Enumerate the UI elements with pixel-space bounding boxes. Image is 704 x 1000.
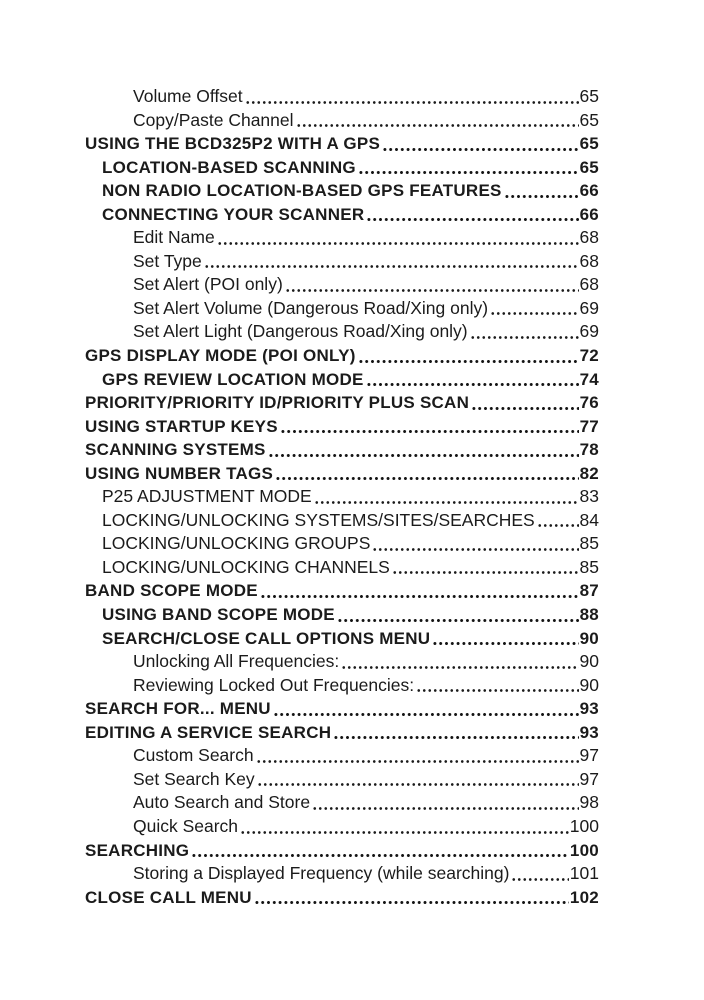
- toc-entry-page: 65: [579, 157, 599, 177]
- toc-entry: [85, 791, 599, 815]
- toc-entry: [85, 297, 599, 321]
- toc-entry: [85, 273, 599, 297]
- toc-entry-title: Set Search Key: [133, 768, 255, 789]
- toc-entry-title: Volume Offset: [133, 86, 243, 106]
- dot-leader: [358, 359, 579, 364]
- toc-entry: [85, 250, 599, 274]
- dot-leader: [204, 264, 579, 269]
- dot-leader: [432, 641, 578, 646]
- toc-entry: [85, 579, 599, 603]
- dot-leader: [392, 570, 579, 575]
- dot-leader: [257, 782, 579, 787]
- toc-entry: [85, 532, 599, 556]
- toc-entry-title: LOCKING/UNLOCKING CHANNELS: [102, 556, 390, 577]
- toc-entry-page: 68: [579, 250, 599, 271]
- toc-entry: [85, 650, 599, 674]
- toc-entry-title: GPS DISPLAY MODE (POI ONLY): [85, 346, 356, 366]
- dot-leader: [504, 194, 579, 199]
- toc-entry: [85, 226, 599, 250]
- dot-leader: [285, 288, 579, 293]
- dot-leader: [314, 500, 579, 505]
- toc-entry: [85, 368, 599, 392]
- toc-entry: [85, 156, 599, 180]
- toc-entry-page: 68: [579, 227, 599, 248]
- toc-entry-title: Set Alert (POI only): [133, 274, 283, 295]
- toc-entry: [85, 344, 599, 368]
- toc-entry: [85, 509, 599, 533]
- toc-entry-title: Set Alert Volume (Dangerous Road/Xing only): [133, 297, 489, 318]
- toc-entry: [85, 674, 599, 698]
- dot-leader: [358, 170, 579, 175]
- toc-entry: [85, 462, 599, 486]
- toc-entry-page: 82: [579, 463, 599, 483]
- toc-entry-title: LOCATION-BASED SCANNING: [102, 157, 356, 177]
- toc-entry-title: CLOSE CALL MENU: [85, 887, 252, 907]
- dot-leader: [260, 594, 579, 599]
- toc-entry-page: 90: [579, 628, 599, 648]
- dot-leader: [490, 311, 578, 316]
- toc-entry-title: EDITING A SERVICE SEARCH: [85, 722, 332, 742]
- toc-entry-page: 98: [579, 792, 599, 813]
- toc-entry-page: 97: [579, 745, 599, 766]
- toc-entry-title: Set Type: [133, 250, 202, 271]
- toc-entry-page: 90: [579, 674, 599, 695]
- toc-entry-page: 101: [569, 863, 599, 884]
- toc-entry: [85, 438, 599, 462]
- toc-entry-title: SCANNING SYSTEMS: [85, 440, 266, 460]
- dot-leader: [268, 453, 579, 458]
- toc-entry-title: Unlocking All Frequencies:: [133, 651, 340, 672]
- toc-entry-page: 85: [579, 556, 599, 577]
- toc-entry-title: USING STARTUP KEYS: [85, 416, 278, 436]
- dot-leader: [296, 123, 579, 128]
- toc-entry: [85, 203, 599, 227]
- toc-entry-page: 66: [579, 181, 599, 201]
- toc-entry-page: 90: [579, 651, 599, 672]
- dot-leader: [366, 217, 578, 222]
- toc-entry-page: 87: [579, 581, 599, 601]
- toc-entry-page: 102: [569, 887, 599, 907]
- toc-entry-page: 74: [579, 369, 599, 389]
- dot-leader: [273, 712, 579, 717]
- dot-leader: [366, 382, 579, 387]
- toc-entry: [85, 556, 599, 580]
- dot-leader: [312, 806, 578, 811]
- toc-entry: [85, 485, 599, 509]
- toc-entry-title: PRIORITY/PRIORITY ID/PRIORITY PLUS SCAN: [85, 393, 470, 413]
- toc-entry: [85, 839, 599, 863]
- toc-entry-page: 78: [579, 440, 599, 460]
- toc-entry: [85, 320, 599, 344]
- toc-entry-title: LOCKING/UNLOCKING SYSTEMS/SITES/SEARCHES: [102, 509, 535, 530]
- dot-leader: [240, 830, 569, 835]
- toc-entry-title: Copy/Paste Channel: [133, 109, 294, 130]
- toc-entry-page: 76: [579, 393, 599, 413]
- toc-entry-title: LOCKING/UNLOCKING GROUPS: [102, 533, 371, 554]
- dot-leader: [217, 241, 579, 246]
- toc-entry-title: USING BAND SCOPE MODE: [102, 605, 335, 625]
- toc-entry-page: 65: [579, 109, 599, 130]
- toc-entry-title: SEARCH FOR... MENU: [85, 699, 271, 719]
- dot-leader: [470, 335, 579, 340]
- toc-entry: [85, 768, 599, 792]
- toc-entry-page: 93: [579, 699, 599, 719]
- toc-entry-title: Storing a Displayed Frequency (while searching): [133, 863, 510, 884]
- toc-entry-title: CONNECTING YOUR SCANNER: [102, 204, 365, 224]
- dot-leader: [341, 665, 578, 670]
- toc-entry: [85, 862, 599, 886]
- toc-entry: [85, 697, 599, 721]
- toc-entry-title: NON RADIO LOCATION-BASED GPS FEATURES: [102, 181, 502, 201]
- toc-entry-title: Reviewing Locked Out Frequencies:: [133, 674, 415, 695]
- toc-entry-title: SEARCH/CLOSE CALL OPTIONS MENU: [102, 628, 431, 648]
- toc-entry-page: 100: [569, 815, 599, 836]
- toc-entry-page: 65: [579, 86, 599, 106]
- toc-entry-title: USING THE BCD325P2 WITH A GPS: [85, 134, 381, 154]
- toc-entry-page: 77: [579, 416, 599, 436]
- toc-entry-page: 83: [579, 486, 599, 507]
- dot-leader: [337, 618, 579, 623]
- dot-leader: [275, 476, 578, 481]
- toc-entry: [85, 391, 599, 415]
- dot-leader: [511, 877, 568, 882]
- toc-entry-title: Quick Search: [133, 815, 239, 836]
- dot-leader: [245, 100, 579, 105]
- dot-leader: [191, 853, 569, 858]
- toc-entry: [85, 886, 599, 910]
- toc-entry: [85, 815, 599, 839]
- toc-entry-page: 68: [579, 274, 599, 295]
- toc-entry-page: 97: [579, 768, 599, 789]
- toc-entry-title: P25 ADJUSTMENT MODE: [102, 486, 312, 507]
- toc-entry: [85, 603, 599, 627]
- toc-entry: [85, 415, 599, 439]
- toc-entry-title: Set Alert Light (Dangerous Road/Xing only): [133, 321, 468, 342]
- toc-entry: [85, 85, 599, 109]
- toc-entry: [85, 627, 599, 651]
- toc-entry-title: Auto Search and Store: [133, 792, 311, 813]
- dot-leader: [537, 523, 579, 528]
- dot-leader: [333, 735, 578, 740]
- toc-entry-page: 100: [569, 840, 599, 860]
- dot-leader: [416, 688, 578, 693]
- dot-leader: [254, 900, 569, 905]
- toc-entry-page: 69: [579, 297, 599, 318]
- dot-leader: [372, 547, 578, 552]
- toc-entry: [85, 132, 599, 156]
- toc-entry-title: Custom Search: [133, 745, 254, 766]
- toc-entry: [85, 744, 599, 768]
- toc-entry-page: 93: [579, 722, 599, 742]
- toc-entry-page: 72: [579, 346, 599, 366]
- dot-leader: [256, 759, 579, 764]
- dot-leader: [280, 429, 579, 434]
- toc-entry-title: SEARCHING: [85, 840, 190, 860]
- toc-entry-page: 88: [579, 605, 599, 625]
- toc-entry-page: 65: [579, 134, 599, 154]
- toc-entry: [85, 179, 599, 203]
- dot-leader: [382, 147, 579, 152]
- toc-entry: [85, 109, 599, 133]
- toc-entry-page: 84: [579, 509, 599, 530]
- toc-entry-page: 66: [579, 204, 599, 224]
- toc-entry: [85, 721, 599, 745]
- toc-entry-title: Edit Name: [133, 227, 215, 248]
- toc-entry-title: GPS REVIEW LOCATION MODE: [102, 369, 364, 389]
- dot-leader: [471, 406, 578, 411]
- toc-entry-page: 85: [579, 533, 599, 554]
- table-of-contents: [85, 85, 599, 909]
- toc-entry-title: USING NUMBER TAGS: [85, 463, 274, 483]
- toc-entry-title: BAND SCOPE MODE: [85, 581, 258, 601]
- toc-entry-page: 69: [579, 321, 599, 342]
